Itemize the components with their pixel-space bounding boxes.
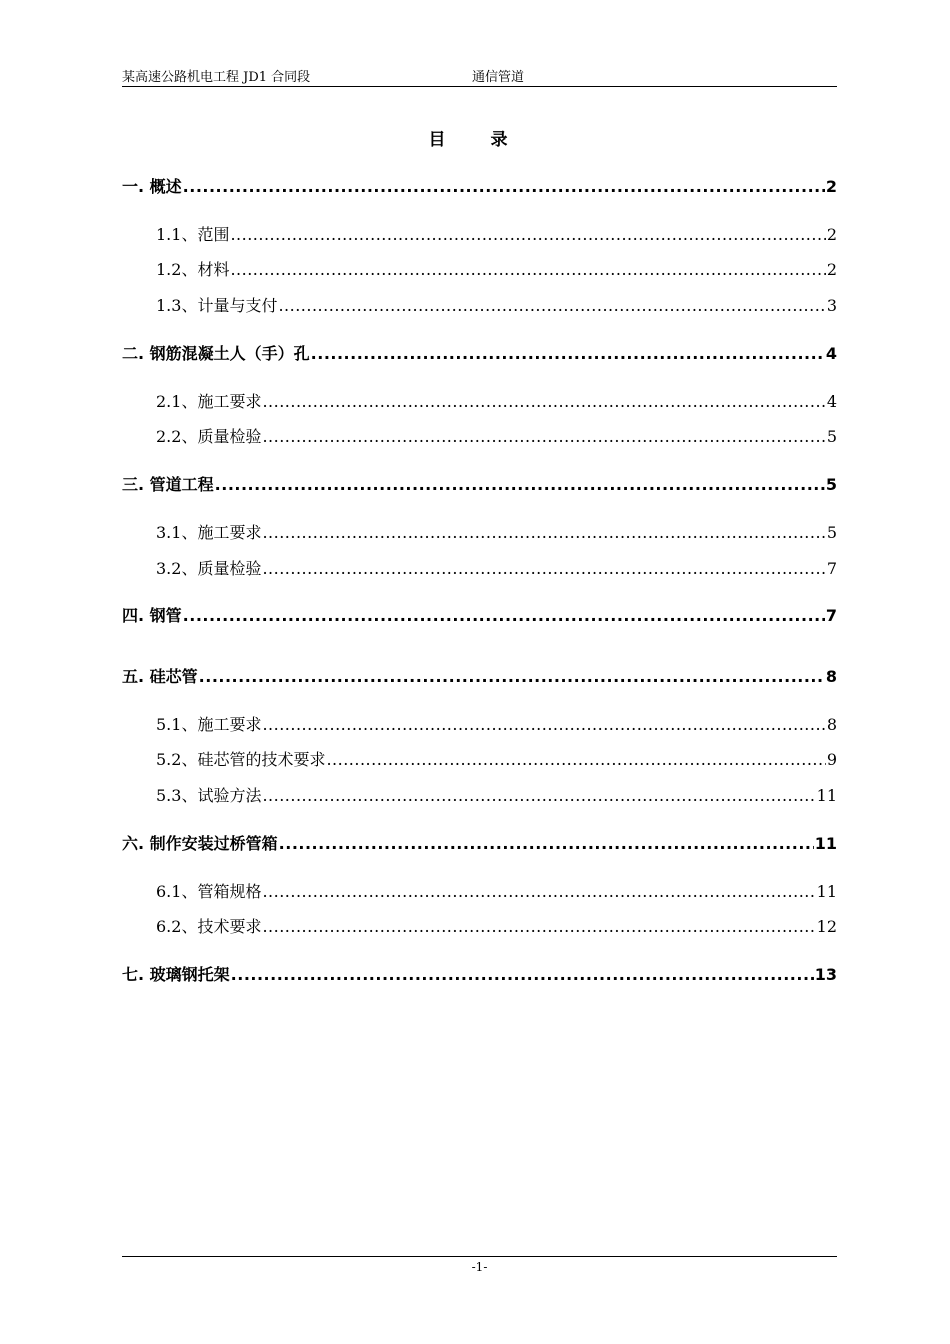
toc-entry-page: 7 xyxy=(825,606,837,625)
toc-entry-label: 五. 硅芯管 xyxy=(122,667,198,686)
toc-entry[interactable] xyxy=(122,257,837,280)
toc-entry-label: 二. 钢筋混凝土人（手）孔 xyxy=(122,344,310,363)
toc-entry-label: 2.2、质量检验 xyxy=(156,427,262,446)
toc-entry-label: 一. 概述 xyxy=(122,177,182,196)
toc-entry-page: 3 xyxy=(826,296,837,315)
toc-entry-page: 5 xyxy=(826,523,837,542)
toc-entry-label: 3.2、质量检验 xyxy=(156,559,262,578)
toc-entry-page: 8 xyxy=(825,667,837,686)
toc-entry-label: 四. 钢管 xyxy=(122,606,182,625)
toc-entry-label: 1.3、计量与支付 xyxy=(156,296,278,315)
toc-entry[interactable] xyxy=(122,603,837,626)
toc-entry-label: 三. 管道工程 xyxy=(122,475,214,494)
toc-entry-label: 6.1、管箱规格 xyxy=(156,882,262,901)
toc-entry[interactable] xyxy=(122,914,837,937)
toc-entry-label: 2.1、施工要求 xyxy=(156,392,262,411)
toc-entry-page: 11 xyxy=(816,882,837,901)
toc-entry-page: 13 xyxy=(814,965,837,984)
toc-entry[interactable] xyxy=(122,222,837,245)
toc-entry[interactable] xyxy=(122,831,837,854)
page-header xyxy=(122,62,837,87)
toc-entry[interactable] xyxy=(122,424,837,447)
toc-entry-page: 5 xyxy=(826,427,837,446)
toc-entry[interactable] xyxy=(122,389,837,412)
toc-entry-label: 5.3、试验方法 xyxy=(156,786,262,805)
toc-entry-page: 5 xyxy=(825,475,837,494)
toc-entry-page: 2 xyxy=(826,225,837,244)
toc-entry-page: 12 xyxy=(816,917,837,936)
toc-entry-page: 2 xyxy=(825,177,837,196)
toc-entry[interactable] xyxy=(122,293,837,316)
toc-entry-label: 5.1、施工要求 xyxy=(156,715,262,734)
toc-title: 目 录 xyxy=(428,130,522,150)
header-project-name: 某高速公路机电工程 JD1 合同段 xyxy=(122,70,311,85)
toc-entry-page: 4 xyxy=(825,344,837,363)
toc-entry[interactable] xyxy=(122,664,837,687)
page-footer xyxy=(122,1256,837,1274)
header-section-name: 通信管道 xyxy=(472,70,525,85)
toc-entry-page: 7 xyxy=(826,559,837,578)
toc-entry-label: 1.2、材料 xyxy=(156,260,230,279)
toc-entry[interactable] xyxy=(122,747,837,770)
toc-entry[interactable] xyxy=(122,556,837,579)
toc-entry[interactable] xyxy=(122,174,837,197)
toc-entry-label: 1.1、范围 xyxy=(156,225,230,244)
toc-entry-page: 9 xyxy=(826,750,837,769)
toc-entry[interactable] xyxy=(122,962,837,985)
toc-entry[interactable] xyxy=(122,879,837,902)
toc-entry-label: 七. 玻璃钢托架 xyxy=(122,965,230,984)
toc-entry-page: 2 xyxy=(826,260,837,279)
toc-entry-page: 11 xyxy=(814,834,837,853)
toc-entry[interactable] xyxy=(122,520,837,543)
toc-entry-page: 4 xyxy=(826,392,837,411)
toc-entry-page: 11 xyxy=(816,786,837,805)
toc-entry[interactable] xyxy=(122,712,837,735)
toc-entry[interactable] xyxy=(122,783,837,806)
toc-entry-label: 6.2、技术要求 xyxy=(156,917,262,936)
toc-entry-label: 3.1、施工要求 xyxy=(156,523,262,542)
toc-entry[interactable] xyxy=(122,341,837,364)
page-number: -1- xyxy=(471,1260,488,1274)
toc-entry-label: 5.2、硅芯管的技术要求 xyxy=(156,750,326,769)
toc-entry-page: 8 xyxy=(826,715,837,734)
toc-entry[interactable] xyxy=(122,472,837,495)
toc-entry-label: 六. 制作安装过桥管箱 xyxy=(122,834,278,853)
